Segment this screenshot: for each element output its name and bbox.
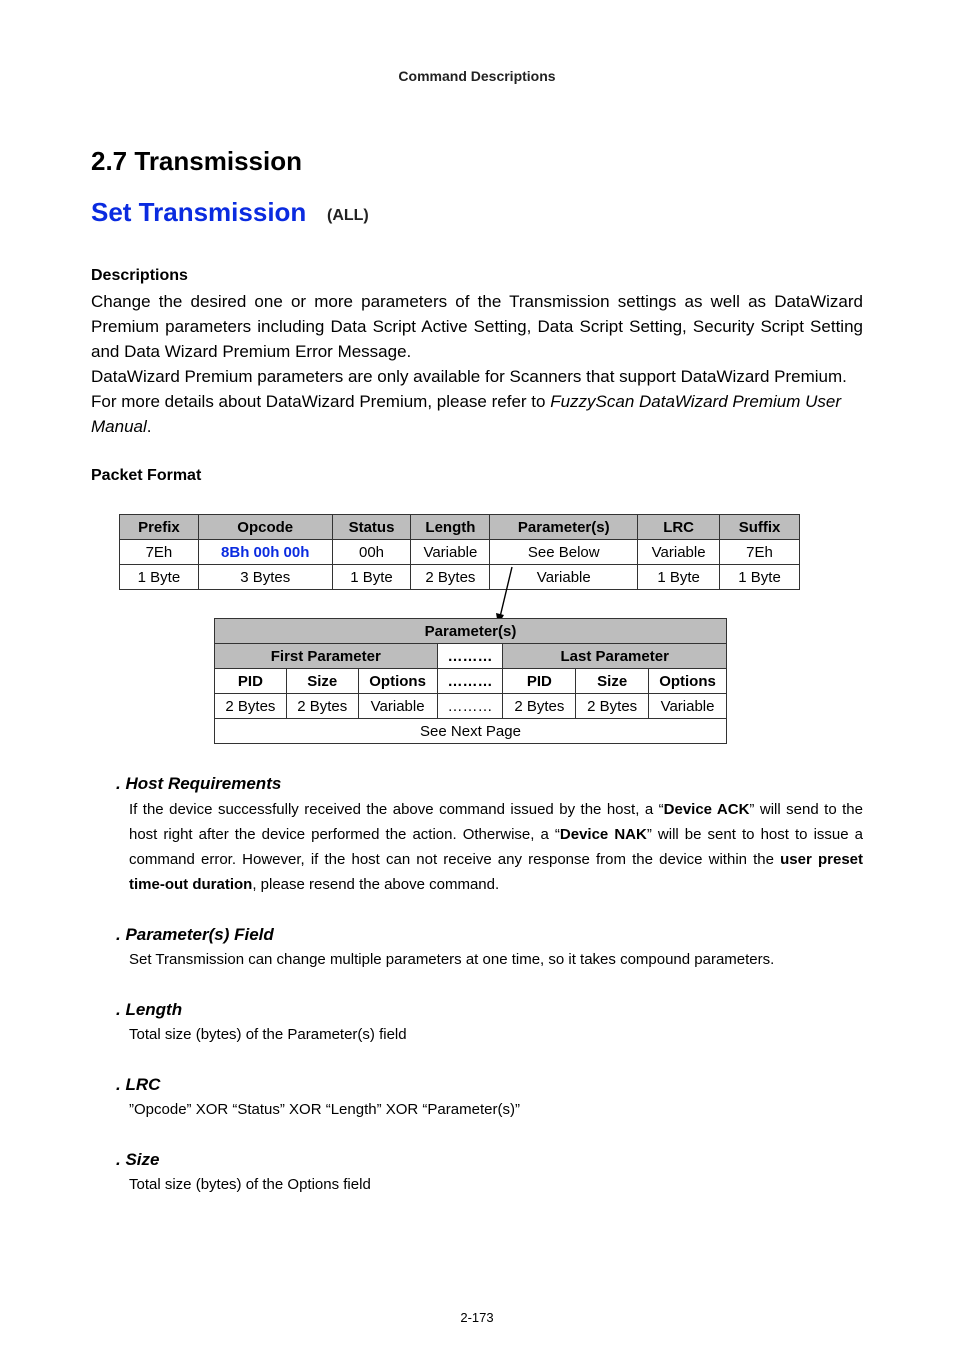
page-number: 2-173 bbox=[460, 1310, 494, 1325]
header-lrc: LRC bbox=[638, 515, 720, 540]
desc-text-a: DataWizard Premium parameters are only available for Scanners that support DataWizard Premium. For more details about DataWizard Premium, please refer to bbox=[91, 367, 847, 411]
host-text-1: If the device successfully received the above command issued by the host, a “ bbox=[129, 801, 664, 818]
cell-status: 00h bbox=[332, 540, 411, 565]
descriptions-paragraph-2 bbox=[91, 364, 851, 439]
length-heading: . Length bbox=[116, 1000, 183, 1019]
descriptions-paragraph-1: Change the desired one or more parameters of the Transmission settings as well as DataWizard Premium parameters including Data Script Active Setting, Data Script Setting, Security Script Setting and Data Wizard Premium Error Message. bbox=[91, 292, 863, 361]
table-row bbox=[120, 565, 800, 590]
header-status: Status bbox=[332, 515, 411, 540]
packet-header-row bbox=[120, 515, 800, 540]
cell-pid-size: 2 Bytes bbox=[215, 694, 287, 719]
size-heading: . Size bbox=[116, 1150, 160, 1169]
cell-suffix-size: 1 Byte bbox=[720, 565, 800, 590]
params-col-row bbox=[215, 669, 727, 694]
host-text-2: ” will send to the host right after the device performed the action. Otherwise, a “ bbox=[129, 801, 863, 843]
host-requirements-text bbox=[129, 797, 863, 897]
header-suffix: Suffix bbox=[720, 515, 800, 540]
device-nak: Device NAK bbox=[559, 826, 647, 843]
command-title: Set Transmission bbox=[91, 197, 307, 227]
device-ack: Device ACK bbox=[663, 801, 750, 818]
table-row bbox=[120, 540, 800, 565]
group-last-parameter: Last Parameter bbox=[503, 644, 727, 669]
timeout-duration: user preset time-out duration bbox=[129, 851, 863, 893]
packet-format-table bbox=[119, 514, 800, 590]
col-pid-last: PID bbox=[503, 669, 576, 694]
host-requirements-heading: . Host Requirements bbox=[116, 774, 282, 793]
lrc-text: ”Opcode” XOR “Status” XOR “Length” XOR “Parameter(s)” bbox=[129, 1101, 520, 1118]
host-text-3: ” will be sent to host to issue a command error. However, if the host can not receive any response from the device within the bbox=[129, 826, 863, 868]
col-size-last: Size bbox=[576, 669, 649, 694]
command-tag: (ALL) bbox=[327, 207, 369, 224]
params-title-row bbox=[215, 619, 727, 644]
cell-size-size-last: 2 Bytes bbox=[576, 694, 649, 719]
cell-opcode: 8Bh 00h 00h bbox=[198, 540, 332, 565]
cell-parameters: See Below bbox=[490, 540, 638, 565]
cell-suffix: 7Eh bbox=[720, 540, 800, 565]
header-opcode: Opcode bbox=[198, 515, 332, 540]
col-pid: PID bbox=[215, 669, 287, 694]
section-title: 2.7 Transmission bbox=[91, 146, 302, 176]
parameter-field-heading: . Parameter(s) Field bbox=[116, 925, 274, 944]
cell-opcode-size: 3 Bytes bbox=[198, 565, 332, 590]
cell-length-size: 2 Bytes bbox=[411, 565, 490, 590]
size-text: Total size (bytes) of the Options field bbox=[129, 1176, 371, 1193]
col-ellipsis: ……… bbox=[437, 669, 503, 694]
lrc-heading: . LRC bbox=[116, 1075, 161, 1094]
group-first-parameter: First Parameter bbox=[215, 644, 438, 669]
col-options-last: Options bbox=[649, 669, 727, 694]
cell-length: Variable bbox=[411, 540, 490, 565]
manual-reference: FuzzyScan DataWizard Premium User Manual bbox=[91, 392, 841, 436]
cell-lrc-size: 1 Byte bbox=[638, 565, 720, 590]
pointer-arrow bbox=[490, 565, 520, 625]
cell-prefix-size: 1 Byte bbox=[120, 565, 199, 590]
cell-status-size: 1 Byte bbox=[332, 565, 411, 590]
header-prefix: Prefix bbox=[120, 515, 199, 540]
parameter-field-text: Set Transmission can change multiple parameters at one time, so it takes compound parameters. bbox=[129, 951, 775, 968]
cell-size-size: 2 Bytes bbox=[286, 694, 358, 719]
length-text: Total size (bytes) of the Parameter(s) field bbox=[129, 1026, 407, 1043]
col-options: Options bbox=[358, 669, 437, 694]
table-row bbox=[215, 694, 727, 719]
cell-prefix: 7Eh bbox=[120, 540, 199, 565]
params-group-row bbox=[215, 644, 727, 669]
packet-format-heading: Packet Format bbox=[91, 467, 202, 484]
running-head: Command Descriptions bbox=[398, 68, 556, 84]
cell-parameters-size: Variable bbox=[490, 565, 638, 590]
params-footer: See Next Page bbox=[215, 719, 727, 744]
group-ellipsis: ……… bbox=[437, 644, 503, 669]
col-size: Size bbox=[286, 669, 358, 694]
cell-options-size: Variable bbox=[358, 694, 437, 719]
cell-lrc: Variable bbox=[638, 540, 720, 565]
host-text-4: , please resend the above command. bbox=[252, 876, 500, 893]
params-title: Parameter(s) bbox=[215, 619, 727, 644]
cell-pid-size-last: 2 Bytes bbox=[503, 694, 576, 719]
header-length: Length bbox=[411, 515, 490, 540]
cell-options-size-last: Variable bbox=[649, 694, 727, 719]
cell-ellipsis: ……… bbox=[437, 694, 503, 719]
params-footer-row bbox=[215, 719, 727, 744]
descriptions-heading: Descriptions bbox=[91, 267, 188, 284]
parameters-table bbox=[214, 618, 727, 744]
header-parameters: Parameter(s) bbox=[490, 515, 638, 540]
desc-text-b: . bbox=[146, 417, 152, 436]
